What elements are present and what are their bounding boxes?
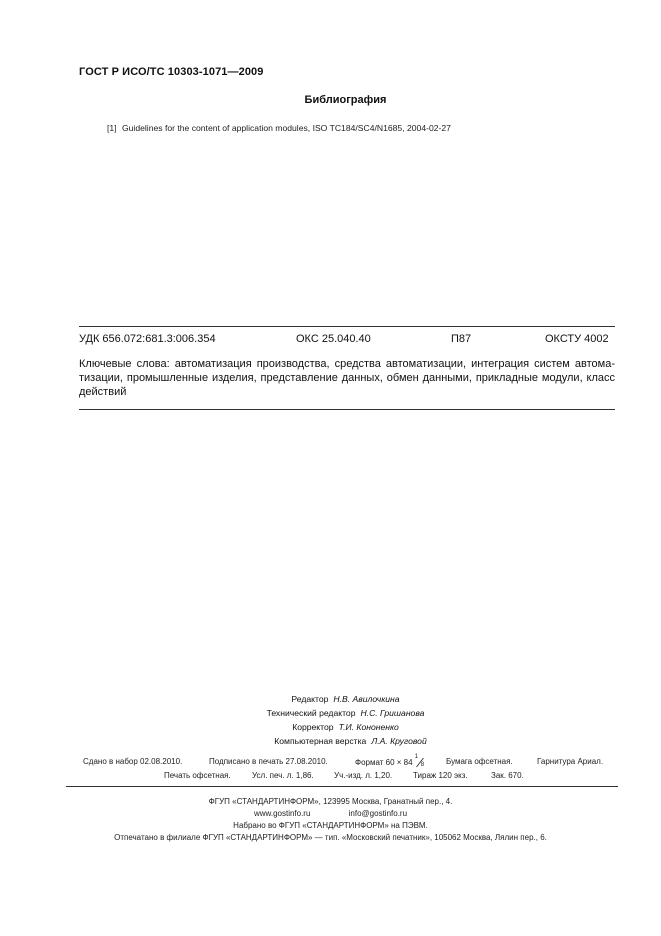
format-prefix: Формат 60 × 84: [355, 758, 413, 767]
paper-type: Бумага офсетная.: [446, 757, 513, 766]
document-code: ГОСТ Р ИСО/ТС 10303-1071—2009: [79, 66, 264, 78]
keywords-block: [79, 357, 615, 399]
publisher-address: ФГУП «СТАНДАРТИНФОРМ», 123995 Москва, Гранатный пер., 4.: [208, 797, 453, 806]
credit-layout: [0, 734, 661, 748]
typeset-info: Набрано во ФГУП «СТАНДАРТИНФОРМ» на ПЭВМ.: [233, 821, 428, 830]
print-info-divider: [66, 786, 618, 787]
bottom-divider: [79, 409, 615, 410]
print-sheets: Усл. печ. л. 1,86.: [252, 771, 314, 780]
credit-role: Корректор: [292, 722, 334, 732]
credit-name: Л.А. Круговой: [371, 736, 427, 746]
credit-editor: [0, 692, 661, 706]
font-type: Гарнитура Ариал.: [537, 757, 604, 766]
keywords-line-2: тизации, промышленные изделия, представление данных, обмен данными, прикладные модули, класс: [79, 372, 615, 384]
credit-role: Компьютерная верстка: [274, 736, 367, 746]
credit-role: Редактор: [291, 694, 329, 704]
top-divider: [79, 326, 615, 327]
bibliography-title: Библиография: [304, 94, 387, 106]
udk-code: УДК 656.072:681.3:006.354: [79, 333, 216, 345]
keywords-line-1: Ключевые слова: автоматизация производства, средства автоматизации, интеграция систем автома-: [79, 358, 615, 370]
format-numerator: 1: [414, 754, 419, 760]
format-fraction: [414, 754, 425, 768]
publisher-email: info@gostinfo.ru: [348, 809, 408, 818]
publisher-contacts: [0, 808, 661, 820]
publisher-footer: [0, 796, 661, 844]
credit-name: Н.С. Гришанова: [360, 708, 425, 718]
credit-tech-editor: [0, 706, 661, 720]
credit-name: Т.И. Кононенко: [338, 722, 399, 732]
pub-sheets: Уч.-изд. л. 1,20.: [334, 771, 393, 780]
bibliography-entry: [107, 123, 451, 133]
bibliography-entry-number: [1]: [107, 123, 117, 133]
credit-role: Технический редактор: [266, 708, 356, 718]
okstu-code: ОКСТУ 4002: [545, 333, 609, 345]
credit-name: Н.В. Авилочкина: [333, 694, 400, 704]
order-number: Зак. 670.: [491, 771, 524, 780]
signed-date: Подписано в печать 27.08.2010.: [209, 757, 328, 766]
printing-type: Печать офсетная.: [164, 771, 231, 780]
format-info: [355, 754, 425, 768]
publisher-website: www.gostinfo.ru: [253, 809, 311, 818]
keywords-line-3: действий: [79, 386, 127, 398]
printed-info: Отпечатано в филиале ФГУП «СТАНДАРТИНФОРМ» — тип. «Московский печатник», 105062 Москва, Лялин пер., 6.: [114, 833, 547, 842]
oks-code: ОКС 25.040.40: [296, 333, 371, 345]
circulation: Тираж 120 экз.: [413, 771, 468, 780]
credits-block: [0, 692, 661, 748]
set-date: Сдано в набор 02.08.2010.: [83, 757, 183, 766]
credit-corrector: [0, 720, 661, 734]
format-denominator: 8: [420, 762, 425, 768]
bibliography-entry-text: Guidelines for the content of application modules, ISO TC184/SC4/N1685, 2004-02-27: [121, 123, 451, 133]
classification-code: П87: [451, 333, 472, 345]
